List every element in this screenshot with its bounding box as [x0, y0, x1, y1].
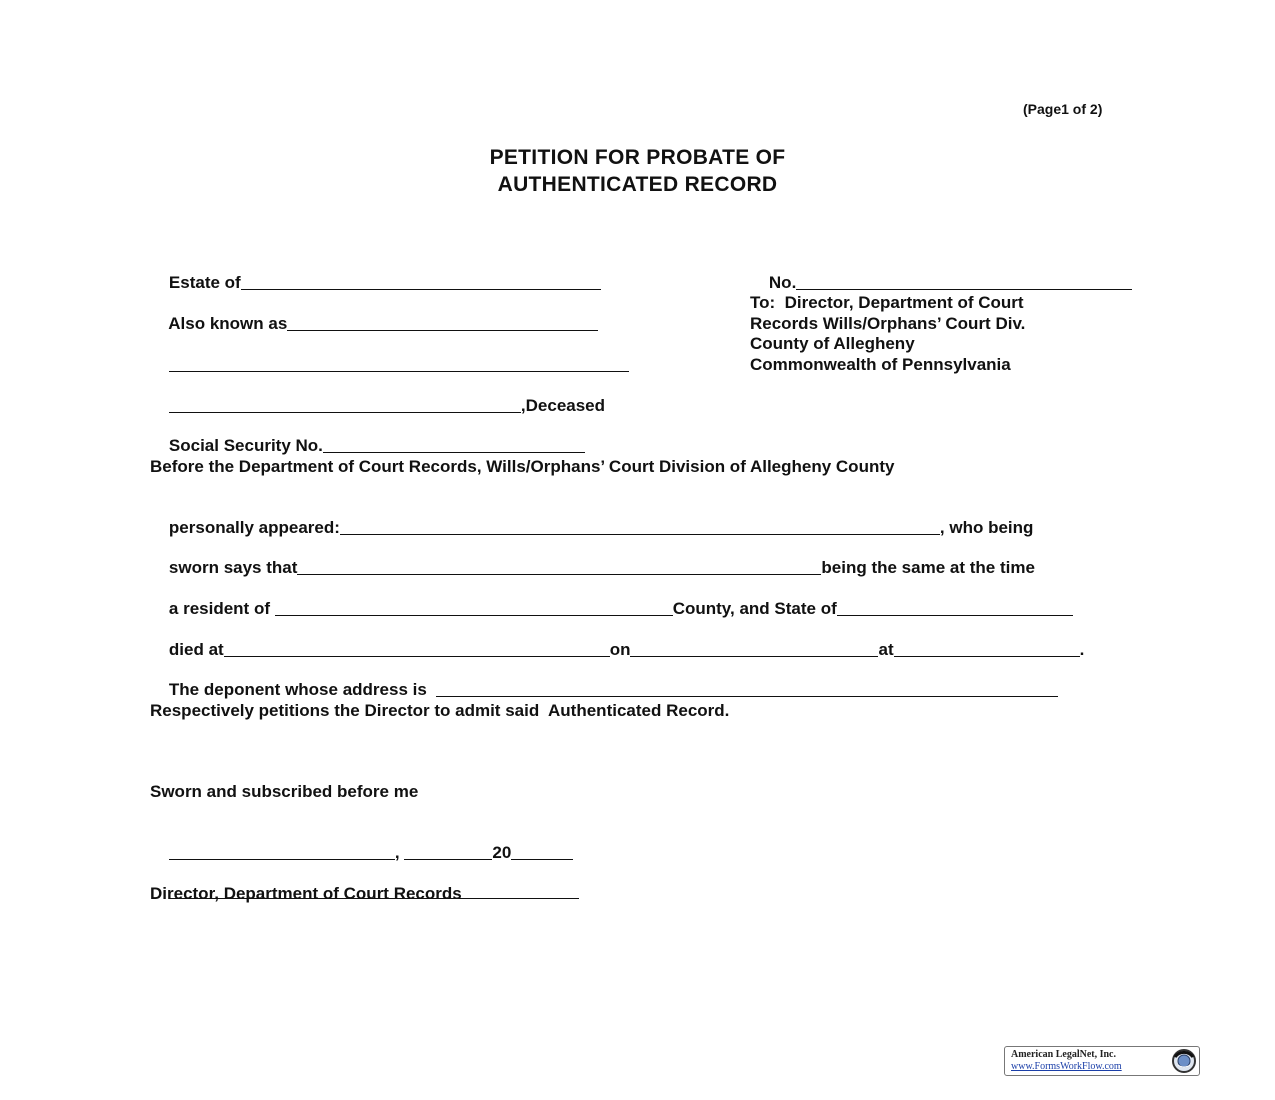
sworn-before-label: Sworn and subscribed before me	[150, 782, 419, 801]
notary-day-month-field[interactable]	[169, 844, 395, 860]
who-being-label: , who being	[939, 518, 1034, 537]
deceased-label: ,Deceased	[520, 396, 606, 415]
sworn-statement-field[interactable]	[297, 559, 821, 575]
notary-date-comma: ,	[394, 843, 405, 862]
deponent-label: The deponent whose address is	[168, 680, 437, 699]
document-title-line-2: AUTHENTICATED RECORD	[497, 173, 778, 196]
addressee-line-2: Records Wills/Orphans’ Court Div.	[750, 313, 1026, 333]
ssn-label: Social Security No.	[168, 436, 323, 455]
addressee-line-3: County of Allegheny	[750, 334, 915, 353]
death-date-field[interactable]	[630, 641, 878, 657]
case-number-label: No.	[768, 273, 797, 292]
on-label: on	[609, 640, 631, 659]
state-field[interactable]	[837, 600, 1073, 616]
body-line-1: Before the Department of Court Records, Wills/Orphans’ Court Division of Allegheny County	[150, 457, 895, 476]
sworn-label: sworn says that	[168, 558, 298, 577]
deceased-name-field[interactable]	[169, 397, 521, 413]
estate-name-field[interactable]	[241, 274, 601, 290]
addressee-line-4: Commonwealth of Pennsylvania	[750, 354, 1011, 374]
watermark-url-link[interactable]: www.FormsWorkFlow.com	[1011, 1061, 1122, 1072]
county-state-label: County, and State of	[672, 599, 837, 618]
ssn-field[interactable]	[323, 437, 585, 453]
estate-label: Estate of	[168, 273, 241, 292]
deponent-address-field[interactable]	[436, 681, 1058, 697]
appeared-label: personally appeared:	[168, 518, 340, 537]
case-number-field[interactable]	[796, 274, 1132, 290]
legalnet-watermark	[1004, 1046, 1200, 1076]
period-label: .	[1079, 640, 1085, 659]
died-at-label: died at	[168, 640, 224, 659]
watermark-company: American LegalNet, Inc.	[1011, 1049, 1116, 1060]
addressee-line-1: To: Director, Department of Court	[750, 293, 1024, 312]
notary-year-field[interactable]	[511, 844, 573, 860]
petition-line: Respectively petitions the Director to admit said Authenticated Record.	[150, 701, 730, 720]
aka-extra-field[interactable]	[169, 356, 629, 372]
globe-icon	[1171, 1048, 1197, 1074]
notary-year-prefix: 20	[492, 843, 512, 862]
notary-month-field[interactable]	[404, 844, 492, 860]
addressee-block	[750, 293, 1025, 375]
aka-field[interactable]	[287, 315, 598, 331]
at-label: at	[878, 640, 894, 659]
aka-label: Also known as	[168, 314, 288, 333]
being-same-label: being the same at the time	[821, 558, 1035, 577]
resident-label: a resident of	[168, 599, 275, 618]
director-label: Director, Department of Court Records	[150, 884, 462, 903]
appeared-name-field[interactable]	[340, 519, 940, 535]
death-time-field[interactable]	[894, 641, 1080, 657]
page-number: (Page1 of 2)	[1023, 101, 1103, 117]
document-title-line-1: PETITION FOR PROBATE OF	[489, 146, 786, 169]
death-place-field[interactable]	[224, 641, 610, 657]
county-field[interactable]	[275, 600, 673, 616]
